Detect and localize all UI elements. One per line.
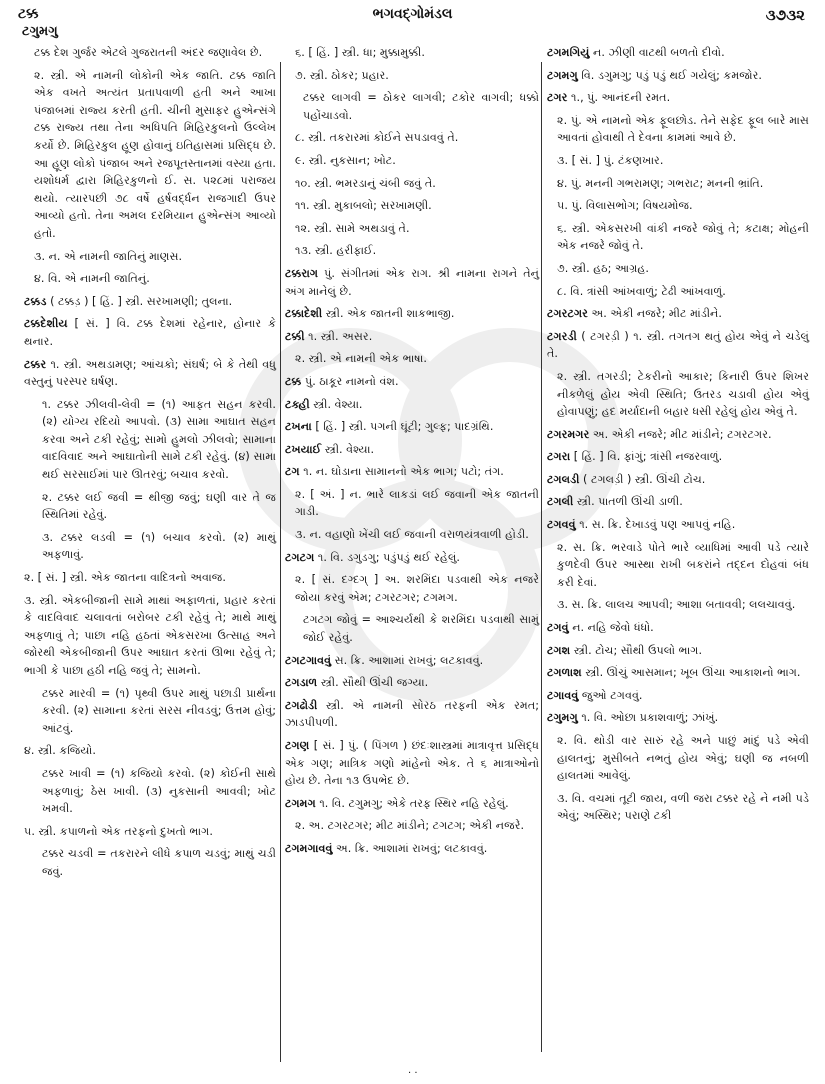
entry-definition: ૪. સ્ત્રી. કજિયો.: [24, 744, 96, 758]
entry-definition: ટક્ક દેશ ગુર્જર એટલે ગુજરાતની અંદર જણાવેલ છે.: [34, 46, 263, 59]
dictionary-entry: [24, 44, 276, 62]
dictionary-entry: [285, 44, 539, 62]
dictionary-entry: [547, 220, 809, 255]
entry-headword: ટક્કર: [24, 357, 47, 371]
entry-definition: ૧. વિ. ઓછા પ્રકાશવાળું; ઝાંખું.: [581, 711, 719, 725]
entry-headword: ટખયાઈ: [285, 442, 322, 456]
dictionary-entry: [24, 529, 276, 564]
entry-definition: ૨. સ્ત્રી. એ નામની લોકોની એક જાતિ. ટક્ક જાતિ એક વખતે અત્યંત પ્રતાપવાળી હતી અને આખા પંજાબમાં રાજ્ય કરતી હતી. ચીની મુસાફર હુએન્સંગે ટક્ક રાજ્ય તથા તેના અધિપતિ મિહિરકુલનો ઉલ્લેખ કર્યો છે. મિહિરકુલ હૂણ હોવાનું ઇતિહાસમાં પ્રસિદ્ધ છે. આ હૂણ લોકો પંજાબ અને રજપૂતસ્તાનમાં વસ્યા હતા. યશોધર્મ દ્વારા મિહિરકુળનો ઈ. સ. ૫૨૮માં પરાજય થયો. ત્યારપછી ૭૮ વર્ષે હર્ષવર્દ્ધન રાજગાદી ઉપર આવ્યો હતો. તેના અમલ દરમિયાન હુએન્સંગ આવ્યો હતો.: [34, 68, 276, 240]
dictionary-entry: [547, 260, 809, 278]
entry-definition: ૭. સ્ત્રી. હઠ; આગ્રહ.: [557, 261, 649, 275]
dictionary-entry: [24, 592, 276, 680]
entry-definition: ટક્કર લાગવી = ઠોકર લાગવી; ટકોર વાગવી; ધક્કો પહોંચાડવો.: [303, 91, 539, 122]
entry-definition: સ્ત્રી. વેશ્યા.: [313, 397, 363, 411]
dictionary-entry: [285, 89, 539, 124]
dictionary-entry: [547, 493, 809, 511]
entry-definition: ( ટક્કડ઼ ) [ હિં. ] સ્ત્રી. સરખામણી; તુલના.: [50, 294, 233, 308]
entry-definition: ટક્કર ચડવી = તકરારને લીધે કપાળ ચડવું; માથું ચડી જવું.: [42, 847, 276, 878]
entry-definition: [ સં. ] વિ. ટક્ક દેશમાં રહેનાર, હોનાર કે થનાર.: [24, 317, 276, 348]
dictionary-entry: [24, 248, 276, 266]
column-divider: [280, 62, 281, 1062]
entry-definition: [ સં. ] પું. ( પિંગળ ) છંદઃશાસ્ત્રમાં માત્રાવૃત્ત પ્રસિદ્ધ એક ગણ; માત્રિક ગણો માંહેનો એક. તે ૬ માત્રાઓનો હોય છે. તેના ૧૩ ઉપભેદ છે.: [285, 739, 539, 788]
dictionary-entry: [547, 112, 809, 147]
dictionary-entry: [547, 642, 809, 660]
entry-definition: સ્ત્રી. સૌથી ઊંચી જગ્યા.: [320, 676, 429, 690]
entry-headword: ટગમગાવવું: [285, 841, 333, 855]
entry-headword: ટગલી: [547, 495, 574, 509]
dictionary-entry: [285, 305, 539, 323]
page-title: ભગવદ્ગોમંડલ: [372, 6, 453, 22]
right-guide-word: ટગુમગુ: [22, 24, 58, 39]
dictionary-entry: [24, 569, 276, 587]
entry-definition: ન. ઝીણી વાટથી બળતો દીવો.: [593, 46, 725, 59]
dictionary-entry: [24, 765, 276, 818]
dictionary-entry: [547, 539, 809, 592]
dictionary-entry: [24, 685, 276, 738]
dictionary-entry: [285, 350, 539, 368]
entry-headword: ટગમગુ: [547, 68, 578, 82]
dictionary-entry: [285, 674, 539, 692]
entry-definition: ૧. સ. ક્રિ. દેખાડવું પણ આપવું નહિ.: [579, 518, 736, 532]
column-divider: [541, 62, 542, 1052]
dictionary-entry: [285, 373, 539, 391]
dictionary-entry: [547, 709, 809, 727]
entry-definition: ( ટગરડ઼ી ) ૧. સ્ત્રી. તગતગ થતું હોય એવું ને ચડેલું તે.: [547, 329, 809, 361]
dictionary-entry: [547, 790, 809, 825]
dictionary-entry: [24, 845, 276, 880]
entry-definition: ૨. સ્ત્રી. તગરડી; ટેકરીનો આકાર; કિનારી ઉપર શિખર નીકળેલું હોય એવી સ્થિતિ; ઉતરડ ચડાવી હોય એવું હોવાપણું; હદ મર્યાદાની બહાર ધસી રહેલું હોય એવું તે.: [557, 369, 809, 419]
entry-definition: ૨. અ. ટગરટગર; મીટ માંડીને; ટગટગ; એકી નજરે.: [295, 819, 525, 833]
entry-definition: પું. ઠાકૂર નામનો વંશ.: [304, 374, 399, 388]
entry-headword: ટગરમગર: [547, 427, 590, 441]
entry-headword: ટખના: [285, 420, 312, 434]
column-middle: [285, 44, 539, 863]
entry-definition: ૨. [ સં. દગ્દગ્ ] અ. શરમિંદા પડવાથી એક નજરે જોયા કરવું એમ; ટગરટગર; ટગમગ.: [295, 573, 539, 604]
dictionary-entry: [285, 265, 539, 300]
entry-definition: ૭. સ્ત્રી. ઠોકર; પ્રહાર.: [295, 68, 389, 82]
entry-definition: ૩. સ્ત્રી. એકબીજાની સામે માથાં અફાળતાં, પ્રહાર કરતાં કે વાદવિવાદ ચલાવતાં બરોબર ટકી રહેવું તે; માથે માથું અફળાવું તે; પાછા નહિ હઠતાં એકસરખા ઉત્સાહ અને જોરથી એકબીજાની ઉપર આઘાત કરતાં ઊભા રહેવું તે; ભાગી કે પાછા હઠી નહિ જવું તે; સામનો.: [24, 593, 276, 677]
entry-definition: સ્ત્રી. ટોચ; સૌથી ઉપલો ભાગ.: [573, 643, 703, 657]
entry-definition: ૧૩. સ્ત્રી. હરીફાઈ.: [295, 244, 377, 258]
entry-definition: ૧. સ્ત્રી. અથડામણ; આંચકો; સંઘર્ષ; બે કે તેથી વધુ વસ્તુનું પરસ્પર ઘર્ષણ.: [24, 357, 276, 389]
dictionary-entry: [24, 356, 276, 391]
dictionary-entry: [547, 596, 809, 614]
entry-definition: સ્ત્રી. વેશ્યા.: [324, 442, 375, 456]
entry-headword: ટગમગિયું: [547, 46, 590, 59]
column-right: [547, 44, 809, 830]
entry-definition: વિ. ડગુમગુ; પડું પડું થઈ ગયેલું; કમજોર.: [581, 68, 762, 82]
entry-definition: અ. એકી નજરે; મીટ માંડીને; ટગરટગર.: [592, 427, 772, 441]
entry-definition: ૬. સ્ત્રી. એકસરખી વાંકી નજરે જોવું તે; કટાક્ષ; મોહની એક નજરે જોવું તે.: [557, 221, 809, 253]
dictionary-entry: [547, 152, 809, 170]
entry-definition: અ. એકી નજરે; મીટ માંડીને.: [591, 307, 722, 321]
entry-definition: ૨. સ. ક્રિ. ભરવાડે પોતે ભારે વ્યાધિમાં આવી પડે ત્યારે કુળદેવી ઉપર આસ્થા રાખી બકરાંને તદ્દન દોહવાં બંધ કરી દેવાં.: [557, 540, 809, 589]
dictionary-entry: [285, 67, 539, 85]
entry-definition: સ્ત્રી. પાતળી ઊંચી ડાળી.: [576, 495, 683, 509]
entry-definition: ૧. વિ. ડગુડગુ; પડુંપડું થઈ રહેલું.: [317, 550, 460, 564]
dictionary-entry: [547, 328, 809, 363]
column-left: [24, 44, 276, 886]
dictionary-entry: [285, 486, 539, 521]
entry-headword: ટગરા: [547, 450, 571, 464]
entry-definition: ૩. વિ. વચમાં તૂટી જાય, વળી જરા ટક્કર રહે ને નમી પડે એવું; અસ્થિર; પરાણે ટકી: [557, 791, 809, 823]
entry-headword: ટગુમગુ: [547, 711, 578, 725]
entry-headword: ટગ: [285, 465, 300, 479]
entry-definition: ૧. સ્ત્રી. અસર.: [308, 329, 373, 343]
entry-headword: ટગટગ: [285, 550, 315, 564]
entry-definition: ૧૧. સ્ત્રી. મુકાબલો; સરખામણી.: [295, 199, 432, 213]
entry-definition: ૧., પું. આનંદની રમત.: [571, 91, 671, 105]
entry-definition: ૪. પું. મનની ગભરામણ; ગભરાટ; મનની ભ્રાંતિ.: [557, 176, 764, 190]
dictionary-entry: [285, 441, 539, 459]
entry-definition: સ્ત્રી. એક જાતની શાકભાજી.: [325, 307, 455, 321]
entry-definition: ૮. સ્ત્રી. તકરારમાં કોઈને સપડાવવું તે.: [295, 131, 459, 145]
dictionary-entry: [547, 197, 809, 215]
dictionary-entry: [24, 823, 276, 841]
entry-headword: ટગશ: [547, 643, 571, 657]
entry-definition: ૧૦. સ્ત્રી. ભમરડાનું ચંબી જવું તે.: [295, 176, 436, 190]
dictionary-entry: [24, 315, 276, 350]
entry-definition: ૨. સ્ત્રી. એ નામની એક ભાષા.: [295, 352, 427, 366]
entry-definition: ટક્કર ખાવી = (૧) કજિયો કરવો. (૨) કોઈની સાથે અફળાવું; ઠેસ ખાવી. (૩) નુકસાની આવવી; ખોટ ખમવી.: [42, 766, 276, 816]
dictionary-entry: [547, 368, 809, 421]
entry-headword: ટગવવું: [547, 518, 576, 532]
dictionary-entry: [547, 305, 809, 323]
entry-definition: ટગટગ જોવું = આશ્ચર્યથી કે શરમિંદા પડવાથી સામું જોઈ રહેવું.: [303, 613, 539, 645]
entry-headword: ટક્કરાગ: [285, 266, 319, 280]
dictionary-entry: [24, 489, 276, 524]
dictionary-entry: [24, 67, 276, 243]
dictionary-entry: [285, 571, 539, 606]
dictionary-entry: [24, 742, 276, 760]
entry-definition: ૧૨. સ્ત્રી. સામે અથડાવું તે.: [295, 221, 410, 235]
dictionary-entry: [547, 448, 809, 466]
entry-definition: ન. નહિ જેવો ધંધો.: [572, 621, 654, 635]
dictionary-entry: [24, 270, 276, 288]
entry-definition: ૧. ન. ઘોડાના સામાનનો એક ભાગ; પટો; તંગ.: [303, 465, 504, 479]
entry-definition: [ હિં. ] સ્ત્રી. પગની ઘૂંટી; ગુલ્ફ; પાદગ્રંથિ.: [315, 420, 494, 434]
dictionary-entry: [285, 652, 539, 670]
dictionary-entry: [547, 67, 809, 85]
entry-definition: ૪. વિ. એ નામની જાતિનું.: [34, 272, 150, 286]
dictionary-entry: [285, 396, 539, 414]
page-number: ૩૭૩૨: [765, 6, 805, 24]
dictionary-entry: [285, 526, 539, 544]
entry-headword: ટગઢોડી: [285, 698, 318, 712]
entry-headword: ટક્કડ: [24, 294, 47, 308]
dictionary-entry: [547, 283, 809, 301]
entry-headword: ટગવું: [547, 621, 569, 635]
dictionary-entry: [285, 152, 539, 170]
dictionary-entry: [285, 817, 539, 835]
dictionary-entry: [285, 175, 539, 193]
dictionary-entry: [285, 220, 539, 238]
dictionary-entry: [285, 840, 539, 858]
entry-definition: જુઓ ટગવવું.: [581, 688, 643, 702]
page-header: [0, 0, 825, 42]
dictionary-entry: [547, 687, 809, 705]
entry-definition: પું. સંગીતમાં એક રાગ. શ્રી નામના રાગને તેનું અંગ માનેલું છે.: [285, 266, 539, 298]
entry-headword: ટગરડી: [547, 329, 577, 343]
entry-definition: સ્ત્રી. ઊંચું આસમાન; ખૂબ ઊંચા આકાશનો ભાગ.: [585, 666, 801, 680]
entry-definition: ૨. વિ. થોડી વાર સારું રહે અને પાછું માંદું પડે એવી હાલતનું; મુસીબતે નભતું હોય એવું; ઘણી જ નબળી હાલતમાં આવેલું.: [557, 734, 809, 783]
entry-definition: સ. ક્રિ. આશામાં રાખવું; લટકાવવું.: [334, 653, 484, 667]
dictionary-entry: [547, 664, 809, 682]
dictionary-entry: [24, 396, 276, 484]
entry-definition: ૧. વિ. ટગુમગુ; એકે તરફ સ્થિર નહિ રહેલું.: [319, 796, 509, 810]
dictionary-entry: [285, 737, 539, 790]
dictionary-entry: [285, 795, 539, 813]
left-guide-word: ટક્ક: [18, 6, 39, 22]
entry-definition: ૩. [ સં. ] પું. ટંકણખાર.: [557, 153, 664, 167]
dictionary-entry: [285, 328, 539, 346]
entry-headword: ટક્કાદેશી: [285, 307, 323, 321]
entry-headword: ટક્હી: [285, 397, 310, 411]
dictionary-entry: [285, 463, 539, 481]
entry-headword: ટગળાશ: [547, 666, 582, 680]
entry-headword: ટક્ક: [285, 374, 302, 388]
entry-definition: ટક્કર મારવી = (૧) પૃથ્વી ઉપર માથું પછાડી પ્રાર્થના કરવી. (૨) સામાના કરતાં સરસ નીવડવું; ઉત્તમ હોવું; આંટવું.: [42, 686, 276, 735]
scan-artifact: · ·: [408, 1068, 418, 1079]
dictionary-entry: [547, 89, 809, 107]
entry-definition: ૬. [ હિં. ] સ્ત્રી. ધા; મુક્કામુક્કી.: [295, 46, 425, 59]
dictionary-entry: [547, 471, 809, 489]
dictionary-entry: [285, 549, 539, 567]
entry-definition: ( ટગલડ઼ી ) સ્ત્રી. ઊંચી ટોચ.: [583, 472, 706, 486]
entry-headword: ટગરટગર: [547, 307, 588, 321]
entry-definition: સ્ત્રી. એ નામની સોરઠ તરફની એક રમત; ઝાડપીપળી.: [285, 698, 540, 730]
entry-definition: ૨. [ સં. ] સ્ત્રી. એક જાતના વાદિત્રનો અવાજ.: [24, 571, 226, 585]
entry-headword: ટગર: [547, 91, 568, 105]
dictionary-entry: [547, 732, 809, 785]
dictionary-entry: [547, 44, 809, 62]
entry-definition: ૮. વિ. ત્રાંસી આંખવાળું; ટેઢી આંખવાળું.: [557, 284, 726, 298]
entry-definition: ૨. [ અં. ] ન. ભારે લાકડાં લઈ જવાની એક જાતની ગાડી.: [295, 487, 539, 519]
dictionary-entry: [285, 418, 539, 436]
entry-definition: ૩. ન. એ નામની જાતિનું માણસ.: [34, 249, 183, 263]
entry-headword: ટક્કદેશીય: [24, 317, 68, 331]
entry-definition: ૨. ટક્કર લઈ જવી = થીજી જવું; ઘણી વાર તે જ સ્થિતિમાં રહેવું.: [42, 490, 276, 522]
dictionary-entry: [285, 242, 539, 260]
entry-headword: ટગાવવું: [547, 688, 579, 702]
entry-definition: ૩. સ. ક્રિ. લાલચ આપવી; આશા બતાવવી; લલચાવવું.: [557, 598, 796, 612]
entry-definition: ૯. સ્ત્રી. નુકસાન; ખોટ.: [295, 153, 396, 167]
dictionary-entry: [285, 697, 539, 732]
dictionary-entry: [285, 129, 539, 147]
dictionary-entry: [547, 619, 809, 637]
entry-definition: ૧. ટક્કર ઝીલવી-લેવી = (૧) આફત સહન કરવી. (૨) યોગ્ય રદિયો આપવો. (૩) સામા આઘાત સહન કરવા અને ટકી રહેવું; સામો હુમલો ઝીલવો; સામાના વાદવિવાદ અને આઘાતોની સામે ટકી રહેવું. (૪) સામા થઈ સરસાઈમાં પાર ઊતરવું; બચાવ કરવો.: [42, 397, 276, 482]
entry-headword: ટગણ: [285, 739, 310, 752]
entry-headword: ટક્કી: [285, 329, 305, 343]
entry-definition: ૨. પું. એ નામનો એક ફૂલછોડ. તેને સફેદ ફૂલ બારે માસ આવતાં હોવાથી તે દેવના કામમાં આવે છે.: [557, 113, 809, 145]
entry-definition: અ. ક્રિ. આશામાં રાખવું; લટકાવવું.: [336, 841, 488, 855]
dictionary-entry: [285, 197, 539, 215]
entry-definition: ૩. ન. વહાણો ખેંચી લઈ જવાની વરાળયંત્રવાળી હોડી.: [295, 528, 529, 542]
entry-headword: ટગડાળ: [285, 676, 318, 690]
entry-definition: [ હિં. ] વિ. ફાંગું; ત્રાંસી નજરવાળું.: [573, 450, 723, 464]
entry-definition: ૫. સ્ત્રી. કપાળનો એક તરફનો દુખતો ભાગ.: [24, 824, 213, 838]
dictionary-entry: [547, 426, 809, 444]
dictionary-entry: [24, 293, 276, 311]
dictionary-entry: [547, 516, 809, 534]
entry-headword: ટગટગાવવું: [285, 653, 332, 667]
entry-definition: ૩. ટક્કર લડવી = (૧) બચાવ કરવો. (૨) માથું અફળાવું.: [42, 530, 276, 562]
entry-definition: ૫. પું. વિલાસભોગ; વિષયમોજ.: [557, 199, 693, 213]
dictionary-entry: [547, 175, 809, 193]
dictionary-entry: [285, 611, 539, 646]
entry-headword: ટગલડી: [547, 472, 580, 486]
entry-headword: ટગમગ: [285, 796, 316, 810]
